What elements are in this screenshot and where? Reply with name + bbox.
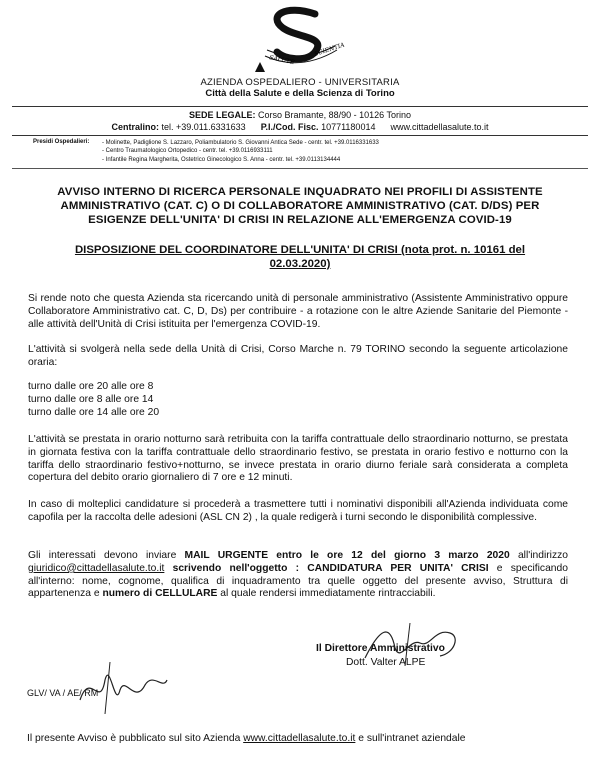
shift-list	[28, 381, 159, 419]
presidi-label: Presidi Ospedalieri:	[33, 139, 90, 145]
paragraph-2: L'attività si svolgerà nella sede della Unità di Crisi, Corso Marche n. 79 TORINO secondo la seguente articolazione oraria:	[28, 344, 568, 368]
presidi-list	[102, 139, 379, 164]
contact-line	[0, 122, 600, 132]
org-name-line2: Città della Salute e della Scienza di Torino	[205, 88, 395, 99]
paragraph-1: Si rende noto che questa Azienda sta ricercando unità di personale amministrativo (Assistente Amministrativo oppure Collaboratore Amministrativo cat. C, D, Ds) per contribuire - a rotazione con le altre Aziende Sanitarie del Piemonte - alle attività dell'Unità di Crisi istituita per l'emergenza COVID-19.	[28, 293, 568, 330]
divider	[12, 168, 588, 169]
initials-signature	[75, 660, 170, 715]
signature-name: Dott. Valter ALPE	[346, 657, 426, 668]
shift-item: turno dalle ore 20 alle ore 8	[28, 381, 154, 392]
paragraph-5: Gli interessati devono inviare MAIL URGENTE entro le ore 12 del giorno 3 marzo 2020 all'indirizzo giuridico@cittadellasalute.to.it scrivendo nell'oggetto : CANDIDATURA PER UNITA' CRISI e specificando all'interno: nome, cognome, qualifica di inquadramento tra quelle oggetto del presente avviso, Struttura di appartenenza e numero di CELLULARE al quale rendersi immediatamente rintracciabili.	[28, 550, 568, 600]
centralino-label: Centralino:	[111, 122, 159, 132]
sede-legale	[0, 110, 600, 120]
sede-value: Corso Bramante, 88/90 - 10126 Torino	[258, 110, 411, 120]
hospital-logo	[245, 6, 355, 74]
presidio-item: - Centro Traumatologico Ortopedico - centr. tel. +39.0116933111	[102, 148, 273, 155]
shift-item: turno dalle ore 14 alle ore 20	[28, 406, 160, 418]
website-link[interactable]: www.cittadellasalute.to.it	[390, 122, 489, 132]
sede-label: SEDE LEGALE:	[189, 110, 256, 120]
divider	[12, 135, 588, 136]
email-link[interactable]: giuridico@cittadellasalute.to.it	[28, 562, 165, 574]
centralino-value: tel. +39.011.6331633	[161, 122, 246, 132]
divider	[12, 106, 588, 107]
logo-text-right: SCIENTIA	[313, 41, 346, 58]
shift-item: turno dalle ore 8 alle ore 14	[28, 393, 154, 405]
notice-title: AVVISO INTERNO DI RICERCA PERSONALE INQUADRATO NEI PROFILI DI ASSISTENTE AMMINISTRATIVO (CAT. C) O DI COLLABORATORE AMMINISTRATIVO (CAT. D/DS) PER ESIGENZE DELL'UNITA' DI CRISI IN RELAZIONE ALL'EMERGENZA COVID-19	[57, 186, 543, 226]
footer-note: Il presente Avviso è pubblicato sul sito Azienda www.cittadellasalute.to.it e sull'intranet aziendale	[27, 733, 466, 744]
signature-title: Il Direttore Amministrativo	[316, 643, 445, 654]
piva-value: 10771180014	[321, 122, 376, 132]
paragraph-3: L'attività se prestata in orario notturno sarà retribuita con la tariffa contrattuale dello straordinario notturno, se prestata in giornata festiva con la tariffa contrattuale dello straordinario festivo, se prestata in orario festivo e notturno con la tariffa dello straordinario festivo+notturno, se invece prestata in orario diurno feriale sarà considerata a completa copertura del debito orario giornaliero di 7 ore e 12 minuti.	[28, 434, 568, 484]
site-link[interactable]: www.cittadellasalute.to.it	[243, 733, 356, 744]
handwritten-signature	[360, 618, 470, 668]
logo-text-left: SALUTE	[268, 54, 296, 67]
paragraph-4: In caso di molteplici candidature si procederà a trasmettere tutti i nominativi disponibili all'Azienda individuata come capofila per la raccolta delle adesioni (ASL CN 2) , la quale redigerà i turni secondo le disponibilità complessive.	[28, 499, 568, 523]
org-name-line1: AZIENDA OSPEDALIERO - UNIVERSITARIA	[200, 77, 400, 88]
presidio-item: - Infantile Regina Margherita, Ostetrico Ginecologico S. Anna - centr. tel. +39.0113134444	[102, 156, 341, 163]
piva-label: P.I./Cod. Fisc.	[260, 122, 319, 132]
presidio-item: - Molinette, Padiglione S. Lazzaro, Poliambulatorio S. Giovanni Antica Sede - centr. tel. +39.0116331633	[102, 140, 379, 146]
notice-subtitle: DISPOSIZIONE DEL COORDINATORE DELL'UNITA' DI CRISI (nota prot. n. 10161 del 02.03.2020)	[74, 244, 526, 270]
initials: GLV/ VA / AE/ RM	[27, 688, 99, 698]
